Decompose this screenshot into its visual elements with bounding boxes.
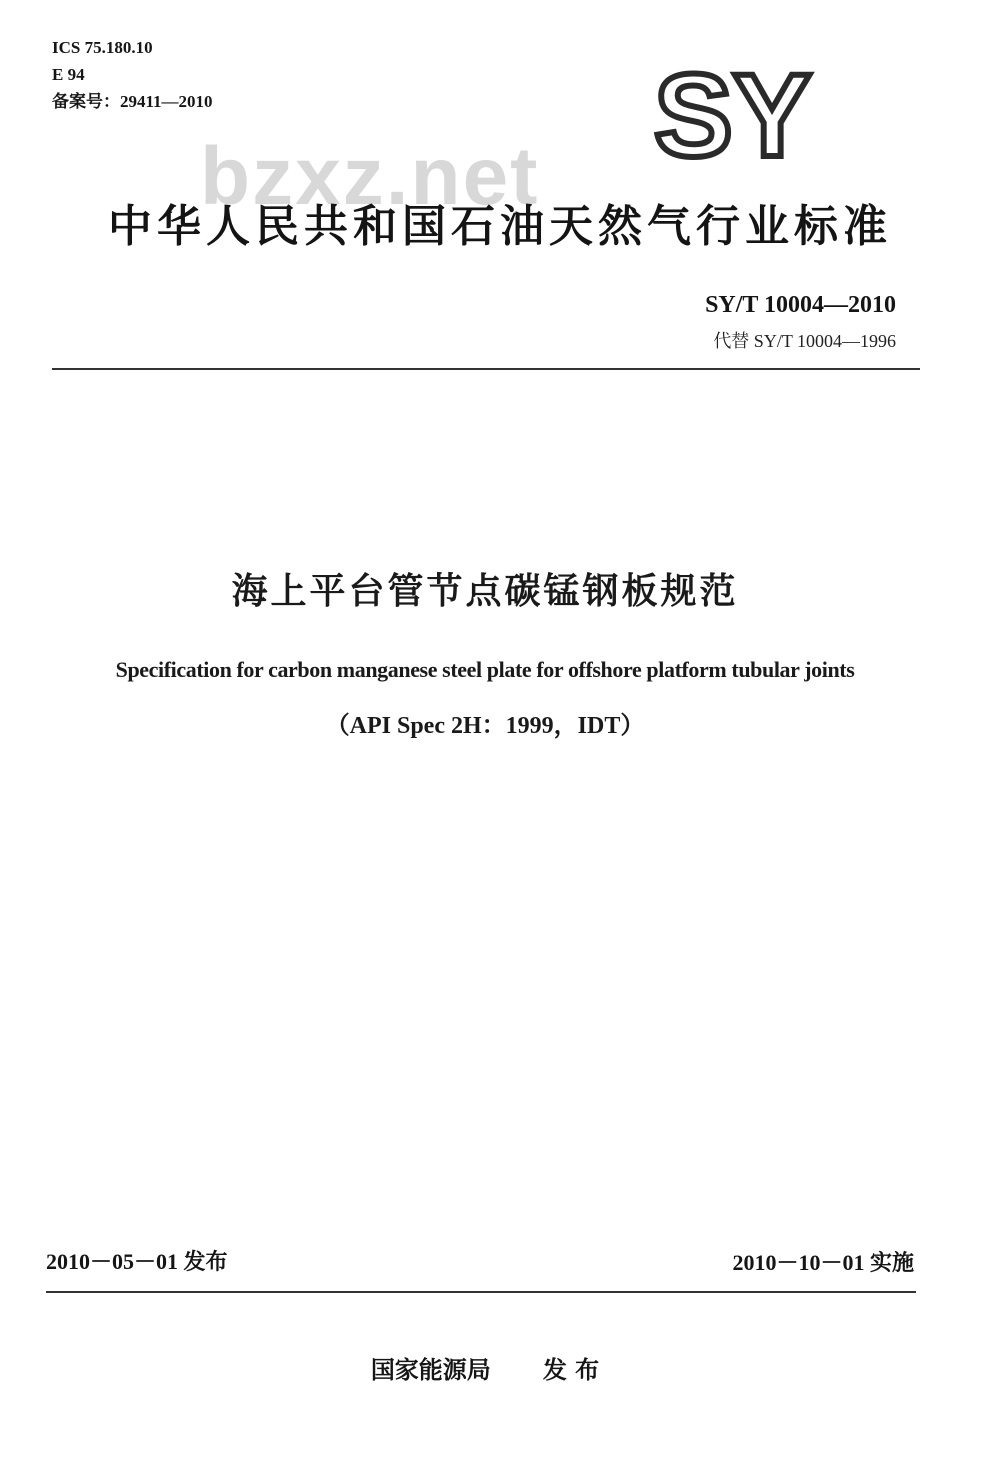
top-divider xyxy=(52,368,920,370)
category-title: 中华人民共和国石油天然气行业标准 xyxy=(108,201,892,252)
document-title-english: Specification for carbon manganese steel plate for offshore platform tubular joints xyxy=(115,657,855,682)
record-number: 备案号：29411—2010 xyxy=(52,92,213,111)
ccs-code: E 94 xyxy=(52,65,85,84)
issuing-authority xyxy=(0,1350,970,1385)
replaces-standard: 代替 SY/T 10004—1996 xyxy=(713,331,896,351)
sy-logo-text: SY xyxy=(654,56,812,166)
ics-code: ICS 75.180.10 xyxy=(52,38,153,57)
bottom-divider xyxy=(46,1291,916,1293)
implementation-date: 2010－10－01 实施 xyxy=(732,1250,914,1275)
issue-date: 2010－05－01 发布 xyxy=(46,1249,228,1274)
issuer-action: 发 布 xyxy=(542,1356,600,1384)
watermark: bzxz.net xyxy=(200,131,540,222)
adoption-note: （API Spec 2H：1999，IDT） xyxy=(325,713,645,739)
document-title-chinese: 海上平台管节点碳锰钢板规范 xyxy=(231,571,739,612)
issuer-name: 国家能源局 xyxy=(370,1356,491,1384)
sy-logo xyxy=(652,56,852,166)
classification-block xyxy=(52,34,213,115)
standard-number: SY/T 10004—2010 xyxy=(705,292,896,318)
